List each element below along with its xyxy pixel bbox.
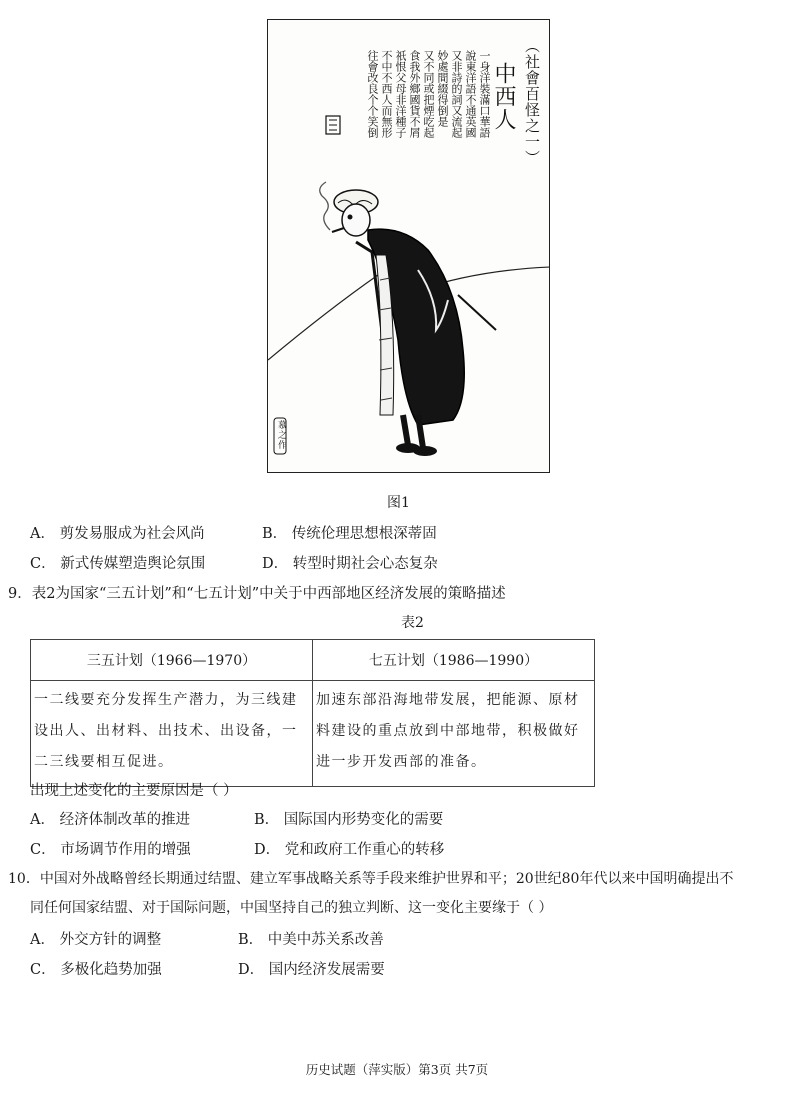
question-number: 10． <box>8 871 40 887</box>
option-text: 国内经济发展需要 <box>268 962 385 978</box>
figure-caption: 图1 <box>387 495 410 511</box>
cartoon-artist-mark: 慕之作 <box>276 420 286 450</box>
table-header-cell: 七五计划（1986—1990） <box>313 640 595 681</box>
table-row <box>31 681 595 787</box>
option-text: 外交方针的调整 <box>59 932 162 948</box>
q10-stem-line2: 同任何国家结盟、对于国际问题，中国坚持自己的独立判断、这一变化主要缘于（ ） <box>30 900 553 916</box>
q9-option-b[interactable] <box>254 808 443 829</box>
option-letter: B． <box>262 526 288 542</box>
q9-option-a[interactable] <box>30 808 190 829</box>
question-text: 表2为国家“三五计划”和“七五计划”中关于中西部地区经济发展的策略描述 <box>31 586 506 602</box>
option-text: 转型时期社会心态复杂 <box>292 556 438 572</box>
page-footer: 历史试题（萍实版）第3页 共7页 <box>305 1062 489 1077</box>
q9-option-c[interactable] <box>30 838 191 859</box>
poem-column: 食我外鄉國貨不屑 <box>408 50 421 138</box>
q10-option-c[interactable] <box>30 958 162 979</box>
q10-option-b[interactable] <box>238 928 384 949</box>
q8-option-c[interactable] <box>30 552 205 573</box>
option-text: 多极化趋势加强 <box>60 962 162 978</box>
question-number: 9． <box>8 586 32 602</box>
option-letter: A． <box>30 812 55 828</box>
cartoon-poem <box>366 50 491 138</box>
option-letter: C． <box>30 962 56 978</box>
q8-option-d[interactable] <box>262 552 438 573</box>
cartoon-figure <box>267 19 550 473</box>
option-letter: A． <box>30 932 55 948</box>
table-cell: 加速东部沿海地带发展，把能源、原材料建设的重点放到中部地带，积极做好进一步开发西部的准备。 <box>313 681 595 787</box>
option-text: 新式传媒塑造舆论氛围 <box>60 556 206 572</box>
q8-option-a[interactable] <box>30 522 205 543</box>
option-text: 党和政府工作重心的转移 <box>284 842 445 858</box>
poem-column: 又不同或把煙吃起 <box>422 50 435 138</box>
poem-column: 又非詩的詞又流起 <box>450 50 463 138</box>
poem-column: 往會改良个个笑倒 <box>366 50 379 138</box>
poem-column: 妙處間綴得倒是 <box>436 50 449 127</box>
q10-option-a[interactable] <box>30 928 161 949</box>
table-cell: 一二线要充分发挥生产潜力，为三线建设出人、出材料、出技术、出设备，一二三线要相互促进。 <box>31 681 313 787</box>
q10-stem-line1 <box>8 868 733 888</box>
option-letter: D． <box>254 842 281 858</box>
q8-option-b[interactable] <box>262 522 437 543</box>
cartoon-series-title: （社會百怪之一） <box>523 38 541 166</box>
table-caption: 表2 <box>401 615 424 631</box>
table-header-cell: 三五计划（1966—1970） <box>31 640 313 681</box>
poem-column: 祇恨父母非洋種子 <box>394 50 407 138</box>
option-text: 国际国内形势变化的需要 <box>283 812 444 828</box>
q10-option-d[interactable] <box>238 958 385 979</box>
cartoon-name: 中西人 <box>491 62 516 131</box>
option-letter: D． <box>262 556 289 572</box>
option-letter: C． <box>30 556 56 572</box>
option-text: 中美中苏关系改善 <box>267 932 384 948</box>
option-letter: B． <box>238 932 264 948</box>
question-text: 中国对外战略曾经长期通过结盟、建立军事战略关系等手段来维护世界和平；20世纪80年代以来中国明确提出不 <box>39 871 734 887</box>
q9-question: 出现上述变化的主要原因是（ ） <box>30 783 238 799</box>
option-text: 传统伦理思想根深蒂固 <box>291 526 437 542</box>
table-header-row <box>31 640 595 681</box>
option-letter: C． <box>30 842 56 858</box>
option-letter: A． <box>30 526 55 542</box>
poem-column: 一身洋裝滿口華語 <box>478 50 491 138</box>
q9-option-d[interactable] <box>254 838 444 859</box>
q9-stem <box>8 582 506 603</box>
option-text: 市场调节作用的增强 <box>60 842 191 858</box>
option-letter: D． <box>238 962 265 978</box>
option-text: 经济体制改革的推进 <box>59 812 191 828</box>
option-letter: B． <box>254 812 280 828</box>
option-text: 剪发易服成为社会风尚 <box>59 526 205 542</box>
poem-column: 不中不西人而無形 <box>380 50 393 138</box>
plan-comparison-table <box>30 639 595 787</box>
poem-column: 說東洋語不通英國 <box>464 50 477 138</box>
